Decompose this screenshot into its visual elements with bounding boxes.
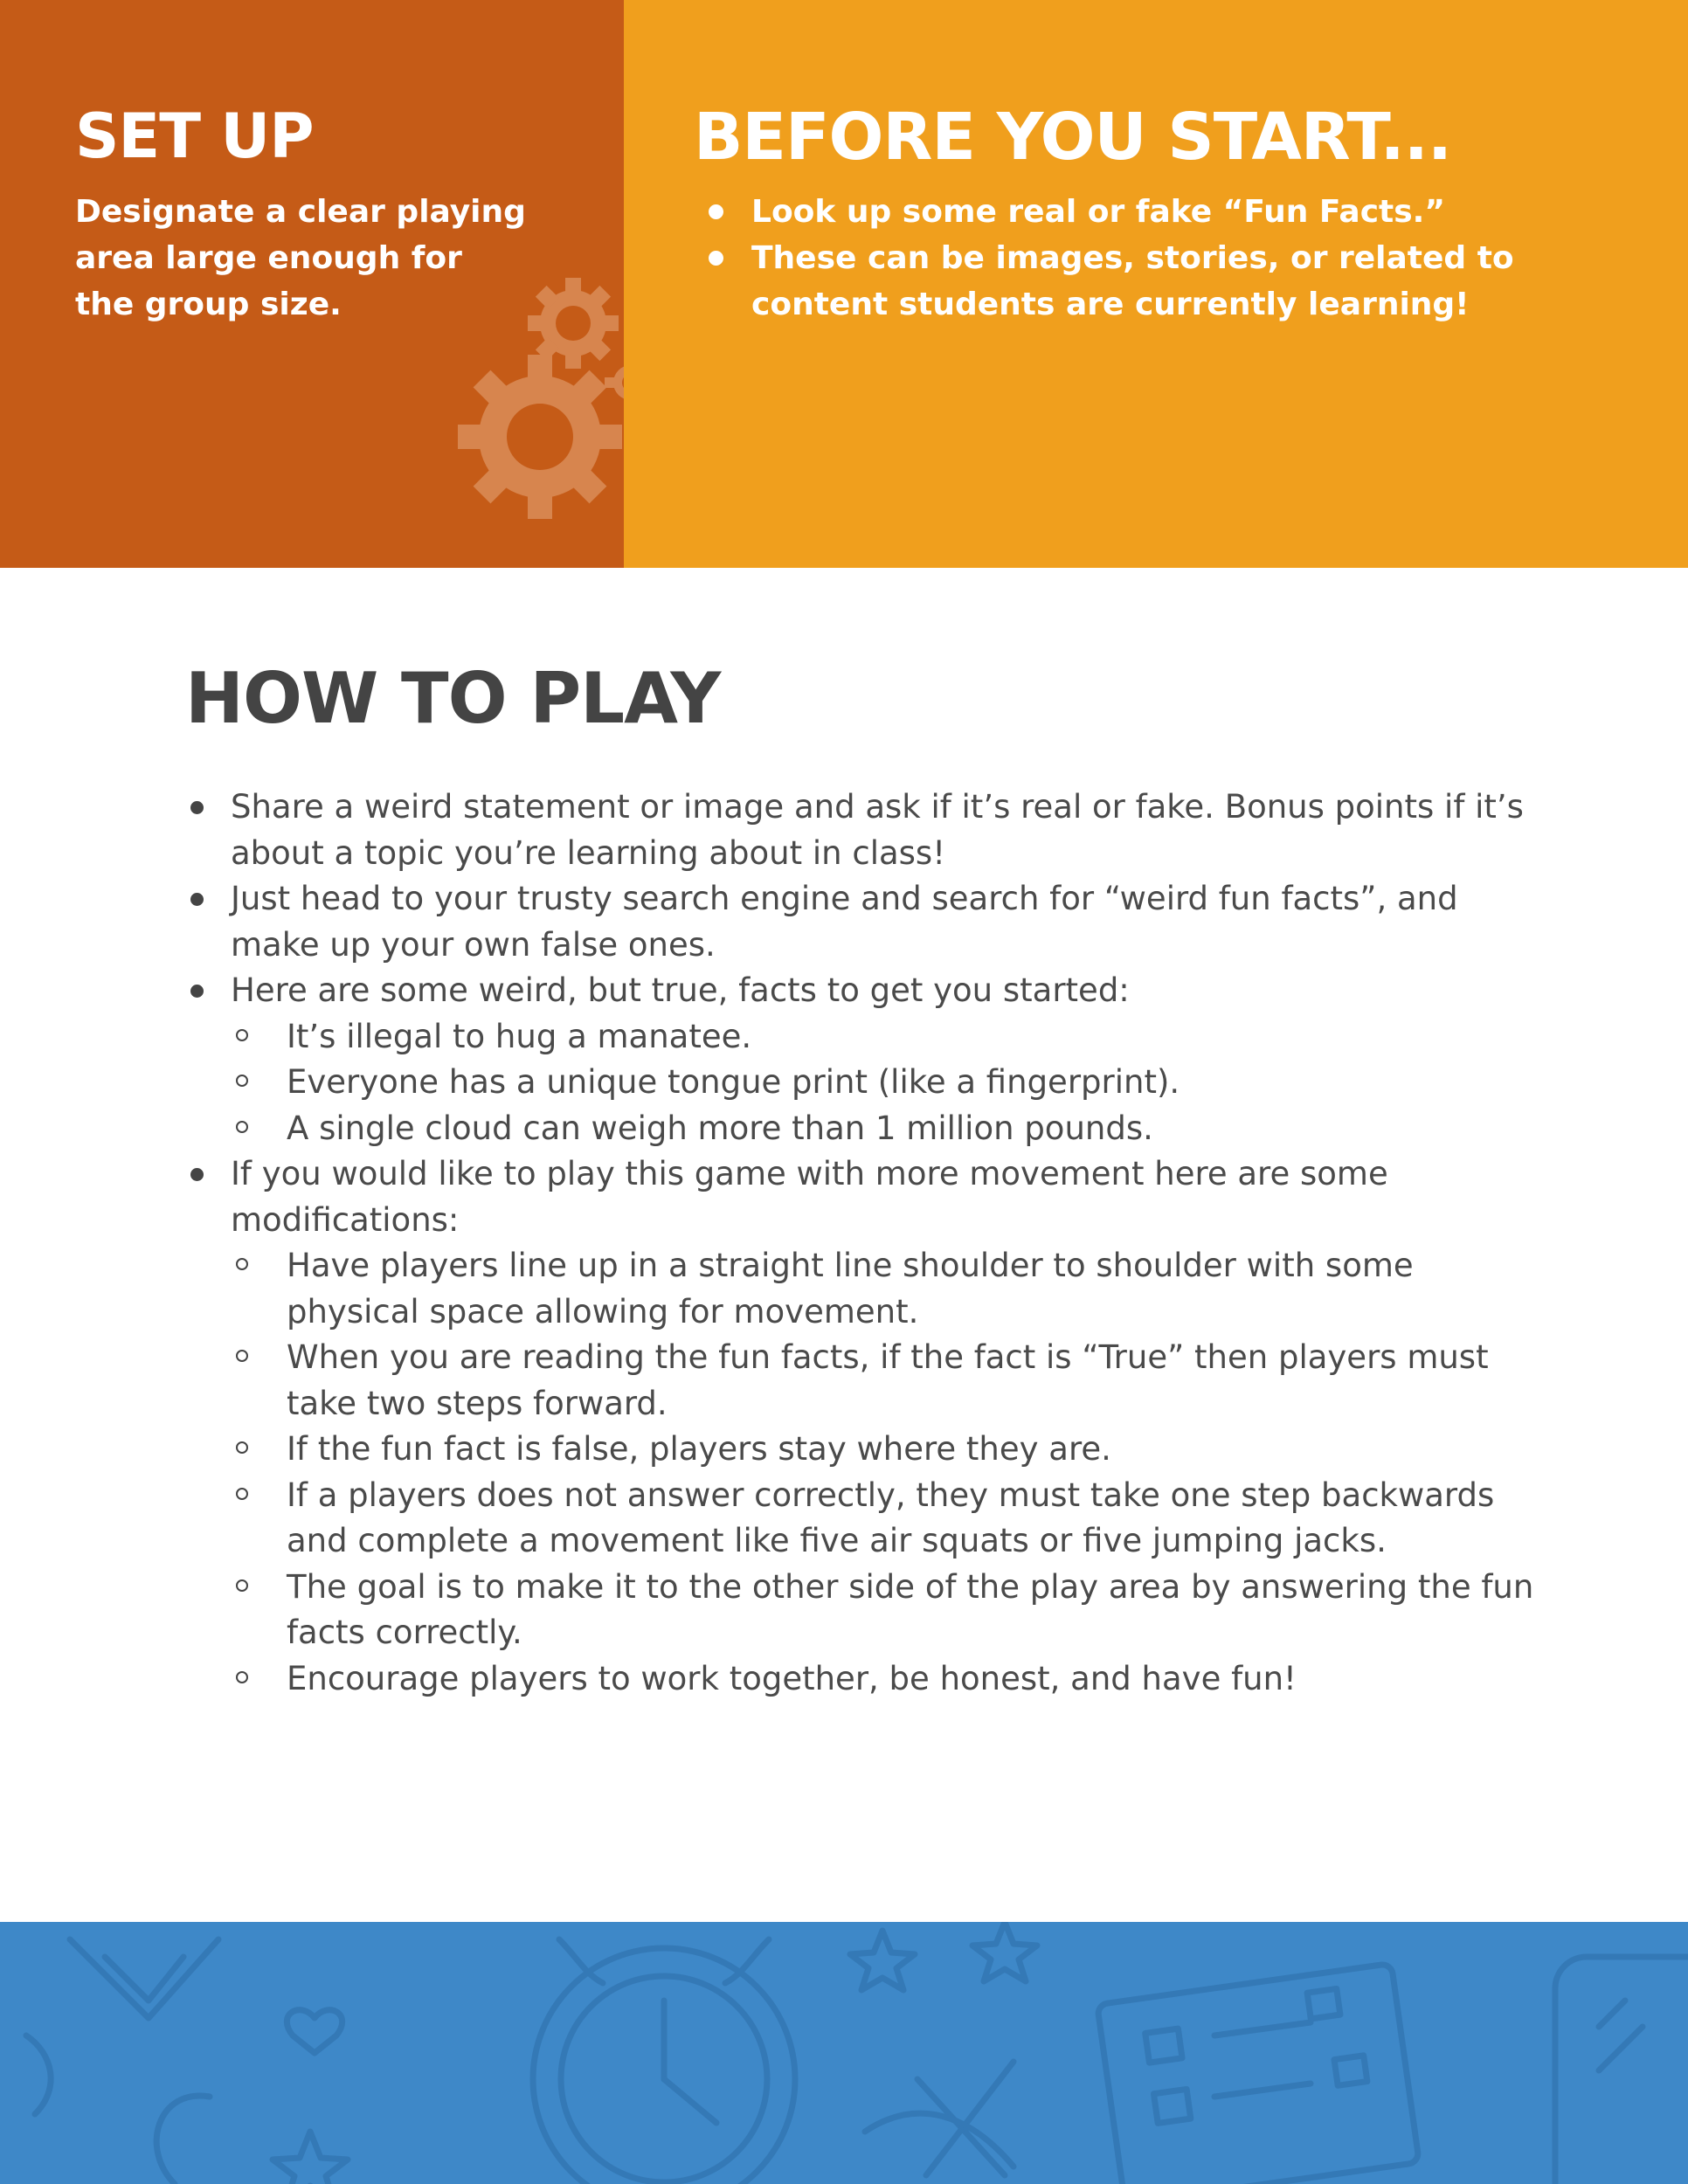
hollow-bullet-icon [236, 1258, 248, 1270]
movement-modifications-list [231, 1243, 1548, 1702]
list-item: When you are reading the fun facts, if the fact is “True” then players must take two steps forward. [231, 1335, 1548, 1427]
list-item: If a players does not answer correctly, they must take one step backwards and complete a movement like five air squats or five jumping jacks. [231, 1473, 1548, 1565]
list-item: Just head to your trusty search engine and search for “weird fun facts”, and make up your own false ones. [185, 876, 1548, 968]
list-item: Here are some weird, but true, facts to get you started: It’s illegal to hug a manatee. Everyone has a unique tongue print (like a fingerprint). A single cloud can weigh more than 1 million pounds. [185, 968, 1548, 1151]
list-item: Have players line up in a straight line shoulder to shoulder with some physical space allowing for movement. [231, 1243, 1548, 1335]
bullet-icon [190, 1168, 204, 1181]
hollow-bullet-icon [236, 1029, 248, 1041]
true-facts-list [231, 1014, 1548, 1152]
list-item: It’s illegal to hug a manatee. [231, 1014, 1548, 1061]
setup-title: SET UP [75, 100, 314, 172]
hollow-bullet-icon [236, 1350, 248, 1362]
hollow-bullet-icon [236, 1121, 248, 1133]
bullet-icon [190, 801, 204, 814]
list-item: Look up some real or fake “Fun Facts.” [694, 189, 1620, 235]
hollow-bullet-icon [236, 1579, 248, 1592]
how-to-play-title: HOW TO PLAY [185, 658, 721, 739]
gears-icon [437, 253, 624, 533]
list-item: The goal is to make it to the other side of the play area by answering the fun facts correctly. [231, 1565, 1548, 1656]
list-item: Share a weird statement or image and ask if it’s real or fake. Bonus points if it’s about a topic you’re learning about in class! [185, 784, 1548, 876]
list-item: If you would like to play this game with more movement here are some modifications: Have players line up in a straight line shoulder to shoulder with some physical space allowing for movement. When you are reading the fun facts, if the fact is “True” then players must take two steps forward. If the fun fact is false, players stay where they are. If a players does not answer correctly, they must take one step backwards and complete a movement like five air squats or five jumping jacks. The goal is to make it to the other side of the play area by answering the fun facts correctly. Encourage players to work together, be honest, and have fun! [185, 1151, 1548, 1702]
list-item: A single cloud can weigh more than 1 million pounds. [231, 1106, 1548, 1152]
hollow-bullet-icon [236, 1488, 248, 1500]
school-doodles-pattern [0, 1922, 1688, 2184]
before-you-start-title: BEFORE YOU START... [694, 100, 1451, 175]
footer-doodle-band [0, 1922, 1688, 2184]
setup-panel [0, 0, 624, 568]
hollow-bullet-icon [236, 1075, 248, 1087]
list-item: Encourage players to work together, be honest, and have fun! [231, 1656, 1548, 1703]
list-item: Everyone has a unique tongue print (like a fingerprint). [231, 1060, 1548, 1106]
hollow-bullet-icon [236, 1441, 248, 1454]
before-you-start-panel [624, 0, 1688, 568]
bullet-icon [190, 985, 204, 998]
bullet-icon [190, 893, 204, 906]
setup-body: Designate a clear playing area large enough for the group size. [75, 194, 526, 322]
before-you-start-list [694, 189, 1620, 328]
bullet-icon [709, 204, 723, 219]
list-item: If the fun fact is false, players stay where they are. [231, 1427, 1548, 1473]
how-to-play-list [185, 784, 1548, 1702]
list-item: These can be images, stories, or related to content students are currently learning! [694, 235, 1620, 328]
top-banner [0, 0, 1688, 568]
hollow-bullet-icon [236, 1671, 248, 1683]
bullet-icon [709, 251, 723, 266]
